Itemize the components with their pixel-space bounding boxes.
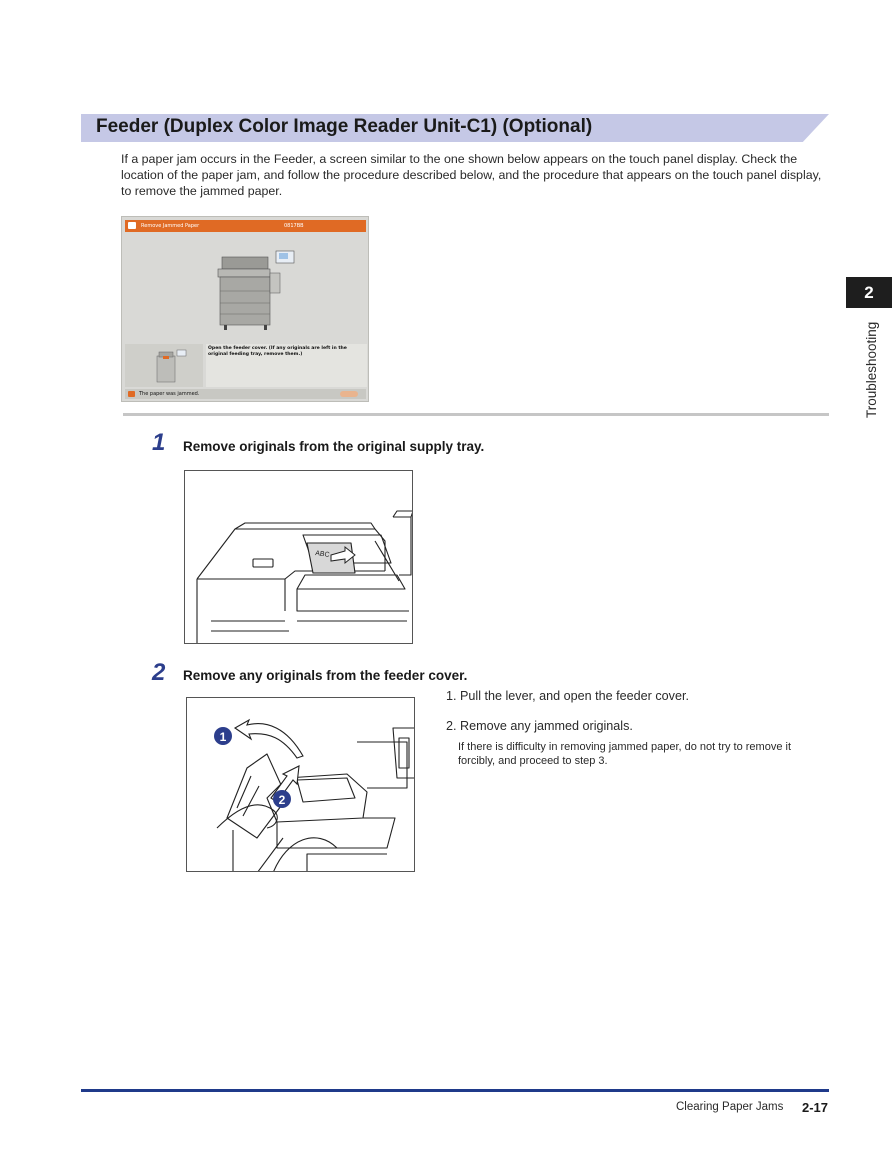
feeder-supply-tray-illustration <box>185 471 413 644</box>
page-number: 2-17 <box>802 1100 829 1115</box>
step-title: Remove originals from the original supply tray. <box>183 439 485 454</box>
chapter-label: Troubleshooting <box>864 321 879 418</box>
panel-header-code: 0817BB <box>284 223 304 229</box>
panel-message: Open the feeder cover. (If any originals are left in the original feeding tray, remove them.) <box>208 346 347 357</box>
panel-header-title: Remove Jammed Paper <box>141 223 200 229</box>
substep-text: 1. Pull the lever, and open the feeder cover. <box>446 689 689 703</box>
panel-thumbnail-area <box>125 344 203 387</box>
svg-text:ABC: ABC <box>314 550 330 559</box>
section-title: Feeder (Duplex Color Image Reader Unit-C1) (Optional) <box>96 116 593 137</box>
panel-status-button <box>340 391 358 397</box>
touch-panel-screenshot <box>121 216 369 402</box>
panel-status-text: The paper was jammed. <box>139 391 200 397</box>
panel-header <box>125 220 366 232</box>
copier-machine-image <box>214 247 304 333</box>
step-number: 1 <box>152 429 166 456</box>
chapter-tab[interactable]: 2 <box>846 277 892 308</box>
callout-number: 2 <box>278 793 286 807</box>
status-warning-icon <box>128 391 135 397</box>
footer-section-title: Clearing Paper Jams <box>676 1101 784 1113</box>
footer-rule <box>81 1089 829 1092</box>
step-number: 2 <box>152 659 166 686</box>
step-note: If there is difficulty in removing jammed paper, do not try to remove it forcibly, and proceed to step 3. <box>458 741 792 767</box>
section-divider <box>123 413 829 416</box>
figure-supply-tray <box>184 470 413 644</box>
step-title: Remove any originals from the feeder cover. <box>183 668 468 683</box>
substep-text: 2. Remove any jammed originals. <box>446 719 633 733</box>
jam-warning-icon <box>128 222 136 229</box>
figure-feeder-cover <box>186 697 415 872</box>
feeder-cover-illustration <box>187 698 415 872</box>
callout-number: 1 <box>219 730 227 744</box>
intro-paragraph: If a paper jam occurs in the Feeder, a screen similar to the one shown below appears on the touch panel display. Check the location of the paper jam, and follow the procedure described below, and the procedure that appears on the touch panel display, to remove the jammed paper. <box>121 152 822 198</box>
copier-thumbnail-image <box>125 344 203 387</box>
